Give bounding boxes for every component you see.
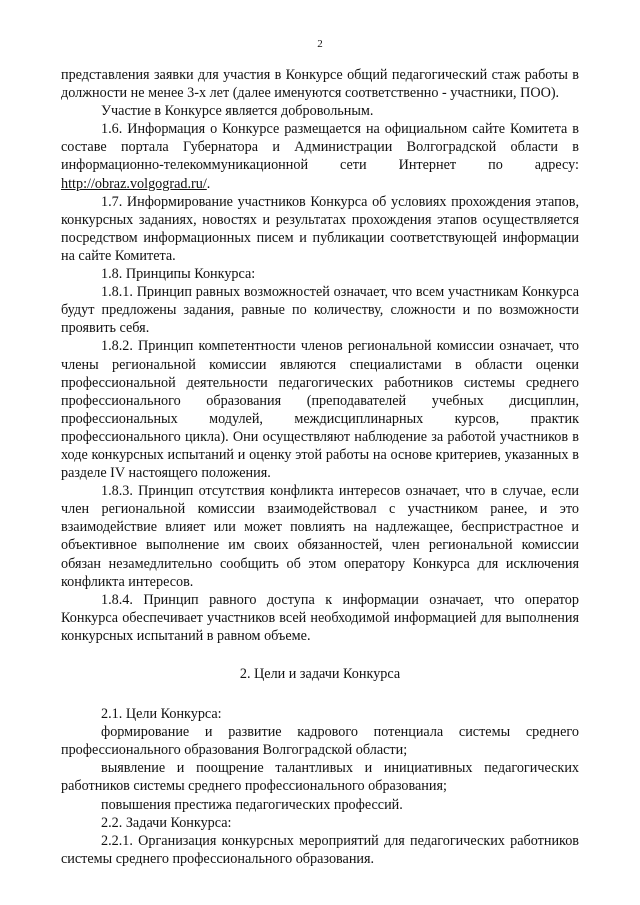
goal-item-2: выявление и поощрение талантливых и инициативных педагогических работников системы среднего профессионального образования;	[61, 760, 579, 795]
paragraph-2-2-1: 2.2.1. Организация конкурсных мероприятий для педагогических работников системы среднего профессионального образования.	[61, 832, 579, 867]
goal-item-1: формирование и развитие кадрового потенциала системы среднего профессионального образования Волгоградской области;	[61, 724, 579, 759]
paragraph-2-2: 2.2. Задачи Конкурса:	[101, 814, 232, 831]
paragraph-1-6-end: .	[206, 175, 211, 192]
paragraph-1-8-2: 1.8.2. Принцип компетентности членов региональной комиссии означает, что члены региональной комиссии являются специалистами в области оценки профессиональной деятельности педагогических работников системы среднего профессионального образования (преподавателей учебных дисциплин, профессиональных модулей, междисциплинарных курсов, практик профессионального цикла). Они осуществляют наблюдение за работой участников в ходе конкурсных испытаний и оценку этой работы на основе критериев, указанных в разделе IV настоящего положения.	[61, 338, 579, 482]
paragraph-voluntary: Участие в Конкурсе является добровольным.	[101, 103, 374, 120]
paragraph-1-6-text: 1.6. Информация о Конкурсе размещается на официальном сайте Комитета в составе портала Губернатора и Администрации Волгоградской области в информационно-телекоммуникационной сети Интернет по адресу:	[61, 121, 579, 174]
page-number: 2	[317, 38, 323, 50]
paragraph-1-7: 1.7. Информирование участников Конкурса об условиях прохождения этапов, конкурсных заданиях, новостях и результатах прохождения этапов осуществляется посредством информационных писем и публикации соответствующей информации на сайте Комитета.	[61, 193, 579, 264]
paragraph-2-1: 2.1. Цели Конкурса:	[101, 706, 222, 723]
website-link[interactable]: http://obraz.volgograd.ru/	[61, 175, 207, 192]
paragraph-eligibility: представления заявки для участия в Конкурсе общий педагогический стаж работы в должности не менее 3-х лет (далее именуются соответственно - участники, ПОО).	[61, 67, 579, 102]
paragraph-1-8-1: 1.8.1. Принцип равных возможностей означает, что всем участникам Конкурса будут предложены задания, равные по количеству, сложности и по возможности проявить себя.	[61, 284, 579, 337]
paragraph-1-8: 1.8. Принципы Конкурса:	[101, 266, 256, 283]
document-body	[61, 66, 579, 868]
paragraph-1-8-3: 1.8.3. Принцип отсутствия конфликта интересов означает, что в случае, если член региональной комиссии взаимодействовал с участником ранее, и это взаимодействие влияет или может повлиять на надлежащее, беспристрастное и объективное выполнение им своих обязанностей, член региональной комиссии обязан незамедлительно сообщить об этом оператору Конкурса для исключения конфликта интересов.	[61, 483, 579, 590]
goal-item-3: повышения престижа педагогических профессий.	[101, 796, 403, 813]
section-heading: 2. Цели и задачи Конкурса	[239, 666, 401, 682]
paragraph-1-6	[61, 120, 579, 192]
paragraph-1-8-4: 1.8.4. Принцип равного доступа к информации означает, что оператор Конкурса обеспечивает участников всей необходимой информацией для выполнения конкурсных испытаний в равном объеме.	[61, 591, 579, 644]
